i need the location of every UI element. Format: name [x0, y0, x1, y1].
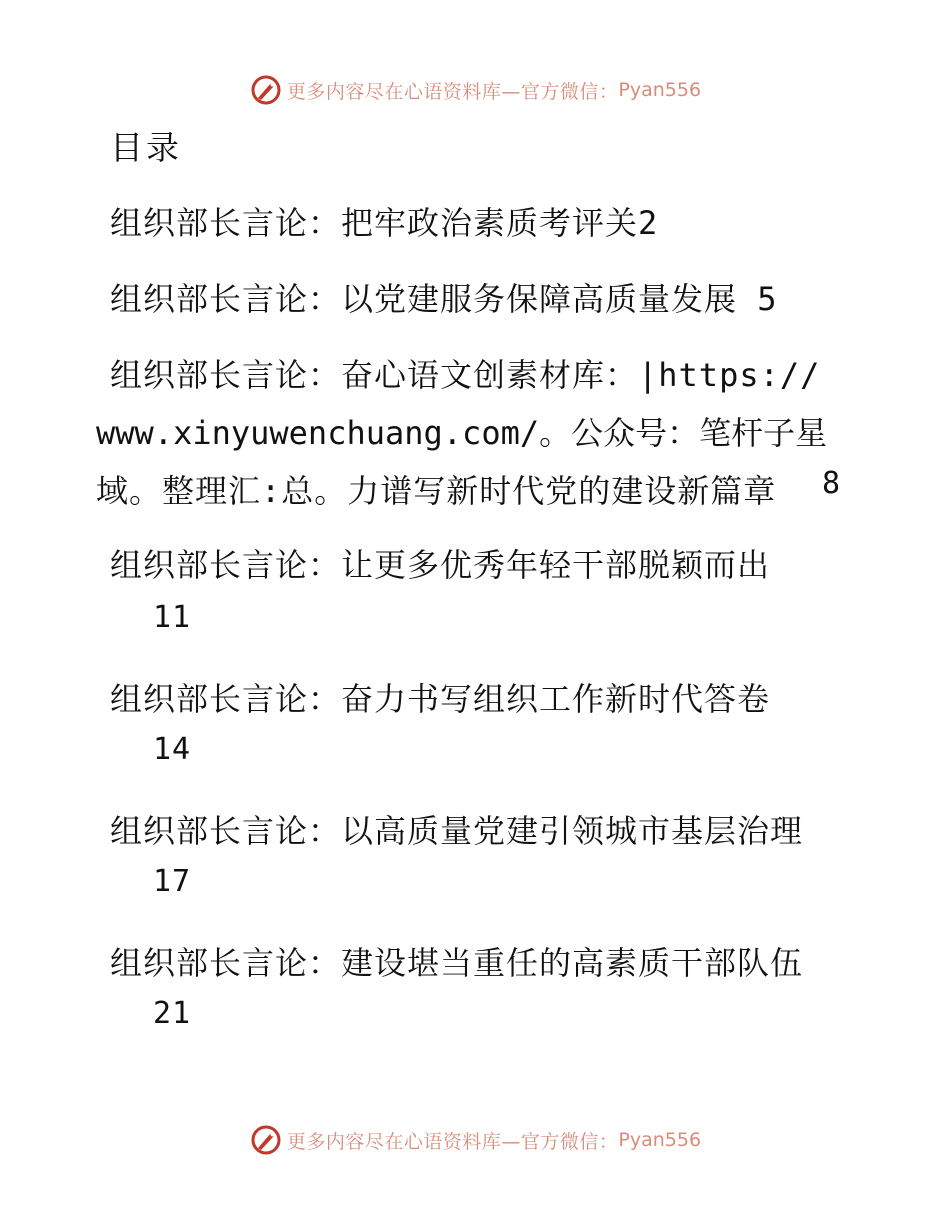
toc-entry-text: www.xinyuwenchuang.com/。公众号：笔杆子星 [96, 414, 828, 452]
watermark-wechat-id: Pyan556 [618, 1129, 702, 1151]
toc-page-number: 8 [822, 466, 842, 501]
toc-page-number: 17 [153, 864, 192, 899]
pen-logo-icon [249, 73, 283, 107]
toc-entry-text: 组织部长言论：奋心语文创素材库：|https:// [110, 356, 821, 394]
toc-entry-text: 组织部长言论：以党建服务保障高质量发展 5 [110, 280, 778, 318]
toc-title: 目录 [110, 128, 182, 167]
toc-entry-text: 组织部长言论：奋力书写组织工作新时代答卷 [110, 680, 771, 718]
toc-entry-text: 域。整理汇:总。力谱写新时代党的建设新篇章 [96, 472, 777, 510]
toc-page-number: 11 [153, 600, 192, 635]
toc-entry-text: 组织部长言论：以高质量党建引领城市基层治理 [110, 812, 804, 850]
toc-entry-text: 组织部长言论：把牢政治素质考评关2 [110, 204, 659, 242]
header-watermark [0, 70, 950, 110]
watermark-wechat-id: Pyan556 [618, 79, 702, 101]
watermark-text: 更多内容尽在心语资料库—官方微信： [286, 80, 619, 103]
watermark-text: 更多内容尽在心语资料库—官方微信： [286, 1130, 619, 1153]
toc-page-number: 14 [153, 732, 192, 767]
pen-logo-icon [249, 1123, 283, 1157]
toc-entry-text: 组织部长言论：建设堪当重任的高素质干部队伍 [110, 944, 804, 982]
toc-page-number: 21 [153, 996, 192, 1031]
footer-watermark [0, 1120, 950, 1160]
toc-entry-text: 组织部长言论：让更多优秀年轻干部脱颖而出 [110, 546, 771, 584]
